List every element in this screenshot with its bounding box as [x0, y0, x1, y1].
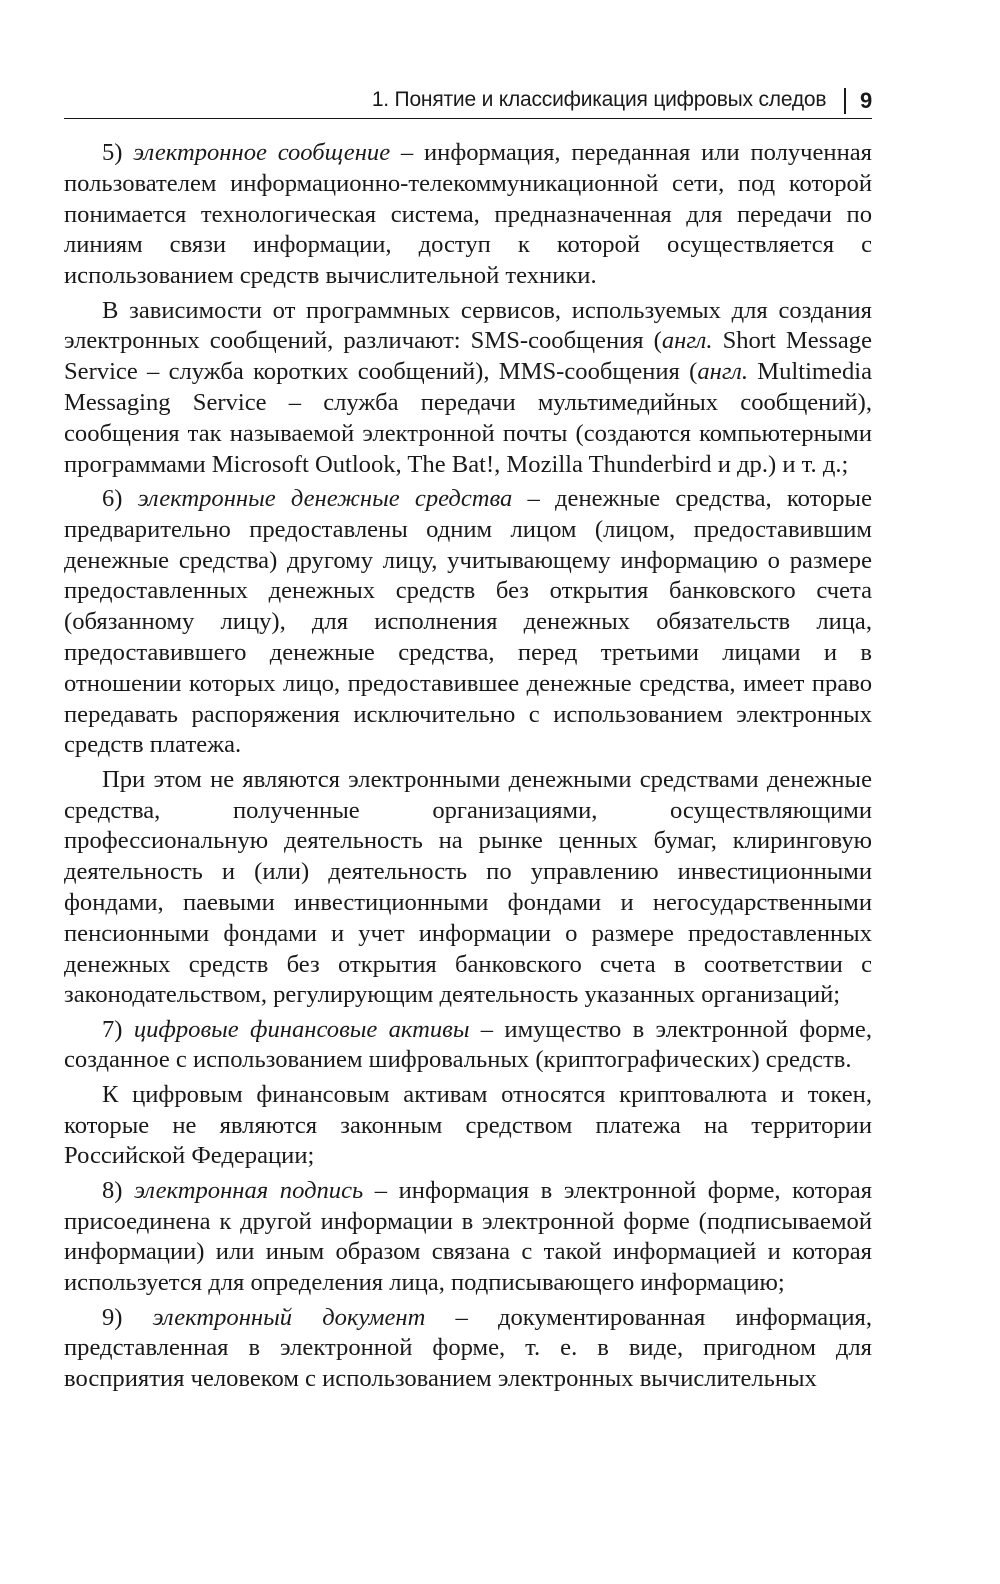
paragraph-text: Multimedia Messaging Service – служба передачи мультимедийных сообщений), сообщения так называемой электронной почты (создаются компьютерными программами Microsoft Outlook, The Bat!, Mozilla Thunderbird и др.) и т. д.;	[64, 358, 872, 478]
definition-text: – имущество в электронной форме, созданное с использованием шифровальных (криптографических) средств.	[64, 1015, 872, 1074]
abbreviation: англ.	[697, 358, 748, 386]
running-header	[64, 88, 872, 119]
definition-text: – документированная информация, представленная в электронной форме, т. е. в виде, пригодном для восприятия человеком с использованием электронных вычислительных	[64, 1303, 872, 1393]
chapter-title: 1. Понятие и классификация цифровых следов	[371, 88, 827, 111]
paragraph-text: Short Message Service – служба коротких сообщений), MMS-сообщения (	[64, 327, 872, 386]
paragraph-sms-types	[64, 296, 872, 481]
defined-term: электронный документ	[152, 1303, 426, 1331]
abbreviation: англ.	[661, 327, 713, 355]
definition-text: – информация в электронной форме, которая присоединена к другой информации в электронной форме (подписываемой информации) или иным образом связана с такой информацией и которая используется для определения лица, подписывающего информацию;	[64, 1176, 873, 1297]
definition-text: – денежные средства, которые предварительно предоставлены одним лицом (лицом, предоставившим денежные средства) другому лицу, учитывающему информацию о размере предоставленных денежных средств без открытия банковского счета (обязанному лицу), для исполнения денежных обязательств лица, предоставившего денежные средства, перед третьими лицами и в отношении которых лицо, предоставившее денежные средства, имеет право передавать распоряжения исключительно с использованием электронных средств платежа.	[64, 484, 872, 759]
page-number: 9	[859, 88, 872, 113]
defined-term: электронное сообщение	[133, 139, 391, 166]
definition-text: – информация, переданная или полученная пользователем информационно-телекоммуникационной сети, под которой понимается технологическая система, предназначенная для передачи по линиям связи информации, доступ к которой осуществляется с использованием средств вычислительной техники.	[64, 139, 872, 290]
paragraph-item-6	[64, 484, 872, 761]
item-number: 5)	[102, 139, 123, 166]
paragraph-crypto: К цифровым финансовым активам относятся криптовалюта и токен, которые не являются законным средством платежа на территории Российской Федерации;	[64, 1080, 872, 1170]
item-number: 9)	[102, 1303, 123, 1331]
paragraph-text: В зависимости от программных сервисов, используемых для создания электронных сообщений, различают: SMS-сообщения (	[64, 296, 872, 355]
item-number: 6)	[102, 484, 123, 512]
paragraph-item-5	[64, 138, 872, 292]
paragraph-item-9	[64, 1303, 872, 1395]
body-text	[64, 138, 872, 1399]
defined-term: электронные денежные средства	[137, 484, 513, 512]
defined-term: электронная подпись	[134, 1176, 364, 1204]
item-number: 7)	[102, 1015, 123, 1043]
paragraph-exclusions: При этом не являются электронными денежными средствами денежные средства, полученные организациями, осуществляющими профессиональную деятельность на рынке ценных бумаг, клиринговую деятельность и (или) деятельность по управлению инвестиционными фондами, паевыми инвестиционными фондами и негосударственными пенсионными фондами и учет информации о размере предоставленных денежных средств без открытия банковского счета в соответствии с законодательством, регулирующим деятельность указанных организаций;	[64, 765, 872, 1009]
header-separator	[844, 88, 846, 114]
paragraph-item-8	[64, 1176, 872, 1299]
defined-term: цифровые финансовые активы	[133, 1015, 470, 1043]
paragraph-item-7	[64, 1015, 872, 1077]
item-number: 8)	[102, 1176, 123, 1204]
